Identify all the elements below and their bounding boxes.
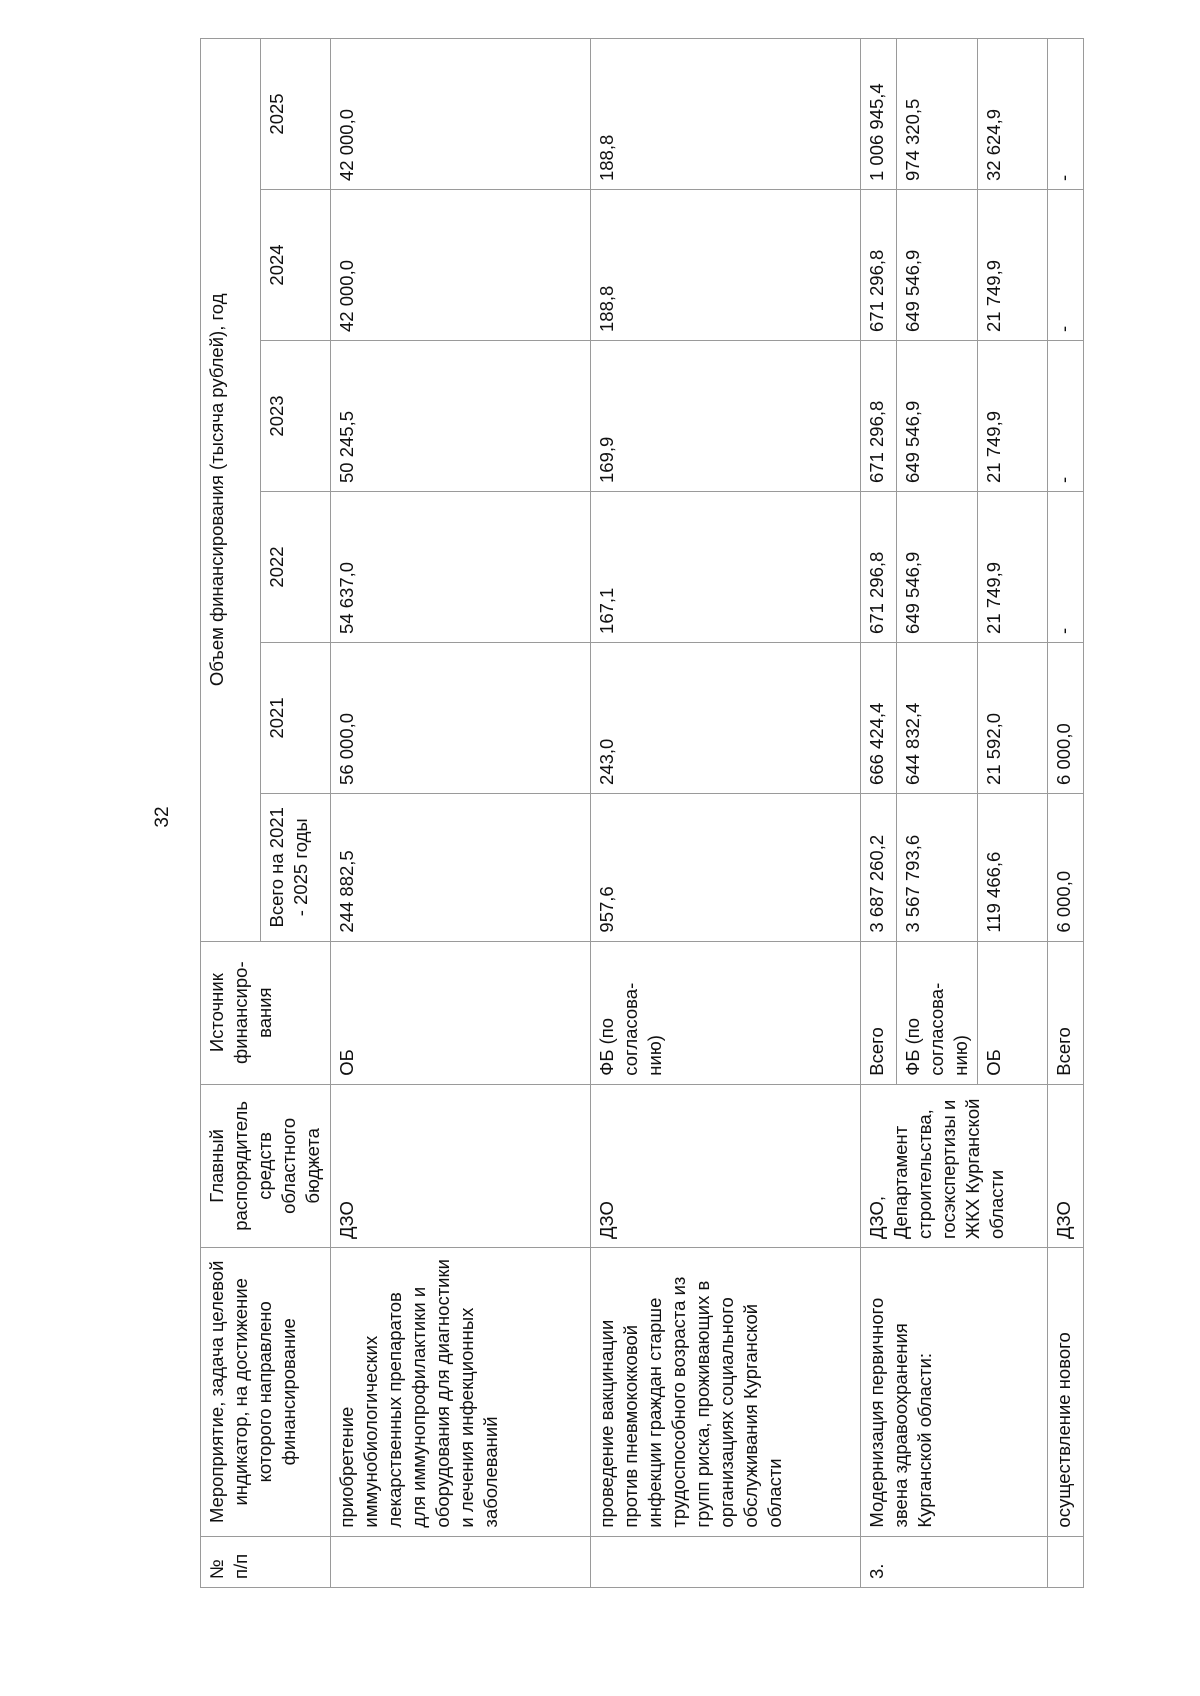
row-num [591,1536,861,1587]
row-source: ФБ (по согласова-нию) [897,941,978,1084]
header-year: 2022 [261,491,331,642]
row-value: 671 296,8 [861,190,897,341]
row-value: - [1048,341,1084,492]
row-num [1048,1536,1084,1587]
row-value: 188,8 [591,190,861,341]
row-source: ФБ (по согласова-нию) [591,941,861,1084]
row-value: 1 006 945,4 [861,39,897,190]
header-year: 2024 [261,190,331,341]
table-row [1048,39,1084,1588]
row-value: 32 624,9 [978,39,1048,190]
header-num: № п/п [201,1536,331,1587]
row-value: 974 320,5 [897,39,978,190]
row-value: 671 296,8 [861,491,897,642]
header-distributor: Главный распорядитель средств областного бюджета [201,1084,331,1247]
header-total: Всего на 2021 - 2025 годы [261,793,331,941]
header-year: 2021 [261,642,331,793]
row-value: - [1048,39,1084,190]
page-number: 32 [152,806,173,828]
row-value: 188,8 [591,39,861,190]
row-source: Всего [1048,941,1084,1084]
header-source: Источник финансиро-вания [201,941,331,1084]
header-year: 2025 [261,39,331,190]
row-value: 21 749,9 [978,190,1048,341]
row-total: 6 000,0 [1048,793,1084,941]
row-value: 42 000,0 [331,39,591,190]
row-value: 649 546,9 [897,190,978,341]
row-total: 119 466,6 [978,793,1048,941]
row-activity: Модернизация первичного звена здравоохранения Курганской области: [861,1248,1048,1537]
row-total: 957,6 [591,793,861,941]
row-value: 649 546,9 [897,341,978,492]
row-source: ОБ [331,941,591,1084]
row-distributor: ДЗО [331,1084,591,1247]
rotated-page [200,38,1155,1588]
row-activity: приобретение иммунобиологических лекарственных препаратов для иммунопрофилактики и оборудования для диагностики и лечения инфекционных заболеваний [331,1248,591,1537]
row-value: 21 592,0 [978,642,1048,793]
row-value: 243,0 [591,642,861,793]
header-activity: Мероприятие, задача целевой индикатор, на достижение которого направлено финансирование [201,1248,331,1537]
row-value: 671 296,8 [861,341,897,492]
row-total: 3 567 793,6 [897,793,978,941]
row-value: - [1048,190,1084,341]
row-total: 244 882,5 [331,793,591,941]
header-year: 2023 [261,341,331,492]
table-row [861,39,897,1588]
row-value: 649 546,9 [897,491,978,642]
row-value: 169,9 [591,341,861,492]
row-value: 54 637,0 [331,491,591,642]
table-row [331,39,591,1588]
row-value: 21 749,9 [978,491,1048,642]
row-value: 21 749,9 [978,341,1048,492]
row-value: 42 000,0 [331,190,591,341]
header-volume: Объем финансирования (тысяча рублей), год [201,39,261,942]
row-distributor: ДЗО [591,1084,861,1247]
row-total: 3 687 260,2 [861,793,897,941]
row-value: 56 000,0 [331,642,591,793]
row-activity: проведение вакцинации против пневмококковой инфекции граждан старше трудоспособного возраста из групп риска, проживающих в организациях социального обслуживания Курганской области [591,1248,861,1537]
row-source: ОБ [978,941,1048,1084]
row-distributor: ДЗО [1048,1084,1084,1247]
row-activity: осуществление нового [1048,1248,1084,1537]
row-source: Всего [861,941,897,1084]
row-distributor: ДЗО, Департамент строительства, госэкспертизы и ЖКХ Курганской области [861,1084,1048,1247]
row-value: 50 245,5 [331,341,591,492]
row-value: 6 000,0 [1048,642,1084,793]
row-num: 3. [861,1536,1048,1587]
row-num [331,1536,591,1587]
row-value: 167,1 [591,491,861,642]
row-value: - [1048,491,1084,642]
row-value: 666 424,4 [861,642,897,793]
row-value: 644 832,4 [897,642,978,793]
table-row [591,39,861,1588]
financing-table [200,38,1084,1588]
